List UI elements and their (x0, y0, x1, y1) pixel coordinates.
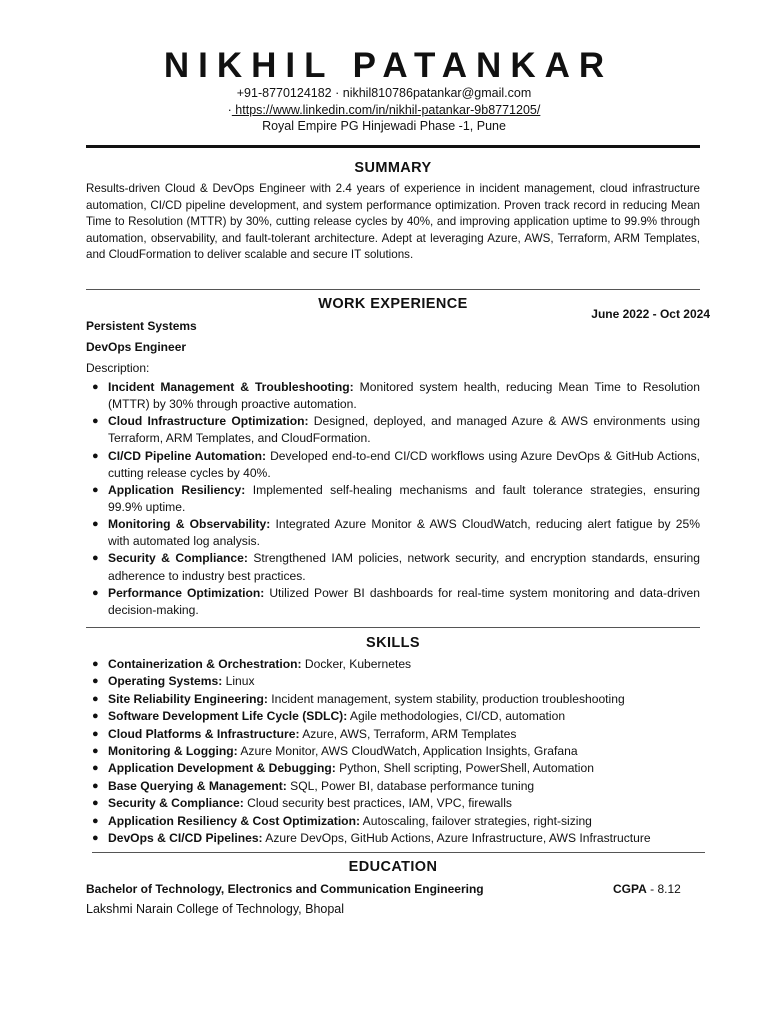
bullet-icon: ● (92, 552, 99, 565)
skill-item-text: SQL, Power BI, database performance tuning (286, 778, 535, 793)
work-divider (86, 627, 700, 628)
work-bullet-text: Strengthened IAM policies, network security, and encryption standards, ensuring adherence to industry best practices. (108, 551, 700, 583)
degree-name: Bachelor of Technology, Electronics and Communication Engineering (86, 882, 484, 896)
cgpa-label: CGPA (613, 882, 647, 896)
summary-text: Results-driven Cloud & DevOps Engineer with 2.4 years of experience in incident management, cloud infrastructure automation, CI/CD pipeline development, and system performance optimization. Proven track record in reducing Mean Time to Resolution (MTTR) by 30%, cutting release cycles by 40%, and improving application uptime to 99.9% through automation, observability, and fault-tolerant architecture. Adept at leveraging Azure, AWS, Terraform, ARM Templates, and CloudFormation to deliver scalable and secure IT solutions. (86, 182, 700, 262)
bullet-icon: ● (92, 779, 99, 792)
work-bullet-text: Designed, deployed, and managed Azure & AWS environments using Terraform, ARM Templates, and CloudFormation. (108, 414, 700, 446)
work-bullet (86, 413, 700, 447)
linkedin-link[interactable]: https://www.linkedin.com/in/nikhil-patankar-9b8771205/ (231, 102, 541, 117)
skill-item (86, 673, 700, 690)
education-heading: EDUCATION (348, 859, 438, 875)
work-bullet (86, 482, 700, 516)
work-bullet-text: Implemented self-healing mechanisms and fault tolerance strategies, ensuring 99.9% uptime. (108, 482, 701, 514)
work-bullet-label: Cloud Infrastructure Optimization: (108, 414, 309, 429)
skill-item-label: Application Development & Debugging: (108, 761, 336, 776)
bullet-icon: ● (92, 586, 99, 599)
address-line: Royal Empire PG Hinjewadi Phase -1, Pune (262, 119, 506, 133)
skill-item (86, 778, 700, 795)
bullet-icon: ● (92, 483, 99, 496)
bullet-icon: ● (92, 449, 99, 462)
linkedin-separator: · (227, 102, 232, 117)
company-name: Persistent Systems (86, 319, 197, 333)
work-bullet-label: Application Resiliency: (108, 482, 246, 497)
bullet-icon: ● (92, 814, 99, 827)
candidate-name: NIKHIL PATANKAR (163, 46, 614, 85)
bullet-icon: ● (92, 692, 99, 705)
skill-item (86, 795, 700, 812)
skill-item (86, 726, 700, 743)
work-bullet-label: CI/CD Pipeline Automation: (108, 448, 267, 463)
skill-item-text: Azure, AWS, Terraform, ARM Templates (299, 726, 517, 741)
skill-item-text: Cloud security best practices, IAM, VPC, firewalls (243, 796, 512, 811)
work-bullet (86, 379, 700, 413)
cgpa (613, 881, 681, 897)
skill-item-label: Cloud Platforms & Infrastructure: (108, 726, 300, 741)
skills-bullet-list (86, 656, 700, 847)
skill-item-label: Application Resiliency & Cost Optimization: (108, 813, 360, 828)
work-bullet-list (86, 379, 700, 619)
work-bullet-text: Integrated Azure Monitor & AWS CloudWatch, reducing alert fatigue by 25% with automated log analysis. (108, 517, 700, 549)
skill-item-label: DevOps & CI/CD Pipelines: (108, 831, 263, 846)
cgpa-value: - 8.12 (646, 882, 681, 896)
skill-item-text: Incident management, system stability, production troubleshooting (267, 691, 625, 706)
skill-item-text: Azure DevOps, GitHub Actions, Azure Infrastructure, AWS Infrastructure (262, 831, 651, 846)
skill-item (86, 656, 700, 673)
summary-heading: SUMMARY (354, 160, 432, 176)
college-name: Lakshmi Narain College of Technology, Bhopal (86, 902, 345, 916)
skill-item-label: Containerization & Orchestration: (108, 657, 302, 671)
bullet-icon: ● (92, 727, 99, 740)
skill-item-label: Security & Compliance: (108, 796, 244, 811)
header-divider (86, 145, 700, 148)
skill-item (86, 830, 700, 847)
work-experience-heading: WORK EXPERIENCE (318, 296, 468, 312)
bullet-icon: ● (92, 415, 99, 428)
skill-item-label: Base Querying & Management: (108, 778, 287, 793)
work-bullet-label: Monitoring & Observability: (108, 517, 271, 532)
summary-divider (86, 289, 700, 290)
skill-item-label: Site Reliability Engineering: (108, 691, 268, 706)
description-label: Description: (86, 361, 150, 375)
bullet-icon: ● (92, 381, 99, 393)
bullet-icon: ● (92, 797, 99, 810)
skill-item-text: Azure Monitor, AWS CloudWatch, Application Insights, Grafana (237, 744, 578, 759)
contact-block (0, 85, 768, 135)
skill-item (86, 743, 700, 760)
work-bullet (86, 550, 700, 584)
skill-item-text: Agile methodologies, CI/CD, automation (347, 709, 566, 724)
skill-item-text: Linux (222, 674, 255, 689)
job-title: DevOps Engineer (86, 340, 187, 354)
bullet-icon: ● (92, 745, 99, 758)
work-bullet-text: Utilized Power BI dashboards for real-time system monitoring and data-driven decision-making. (108, 585, 701, 617)
work-bullet-text: Monitored system health, reducing Mean Time to Resolution (MTTR) by 30% through proactive automation. (108, 380, 700, 412)
work-bullet (86, 448, 700, 482)
skill-item (86, 691, 700, 708)
work-bullet-label: Incident Management & Troubleshooting: (108, 380, 354, 394)
bullet-icon: ● (92, 710, 99, 723)
skill-item-label: Operating Systems: (108, 674, 223, 689)
linkedin-line (0, 102, 768, 119)
bullet-icon: ● (92, 658, 99, 670)
bullet-icon: ● (92, 832, 99, 845)
work-bullet-text: Developed end-to-end CI/CD workflows using Azure DevOps & GitHub Actions, cutting release cycles by 40%. (108, 448, 700, 480)
work-bullet (86, 585, 700, 619)
skill-item (86, 813, 700, 830)
skill-item-label: Monitoring & Logging: (108, 744, 238, 759)
work-bullet (86, 516, 700, 550)
bullet-icon: ● (92, 762, 99, 775)
skill-item-text: Autoscaling, failover strategies, right-sizing (359, 813, 592, 828)
work-bullet-label: Performance Optimization: (108, 585, 265, 600)
phone-email-line: +91-8770124182 · nikhil810786patankar@gmail.com (236, 86, 532, 100)
skill-item-label: Software Development Life Cycle (SDLC): (108, 709, 348, 724)
skills-heading: SKILLS (366, 635, 420, 651)
skill-item (86, 760, 700, 777)
bullet-icon: ● (92, 518, 99, 531)
bullet-icon: ● (92, 675, 99, 688)
skill-item (86, 708, 700, 725)
work-bullet-label: Security & Compliance: (108, 551, 248, 566)
skills-divider (92, 852, 705, 853)
skill-item-text: Docker, Kubernetes (301, 657, 412, 671)
employment-dates: June 2022 - Oct 2024 (591, 307, 710, 321)
skill-item-text: Python, Shell scripting, PowerShell, Automation (335, 761, 594, 776)
